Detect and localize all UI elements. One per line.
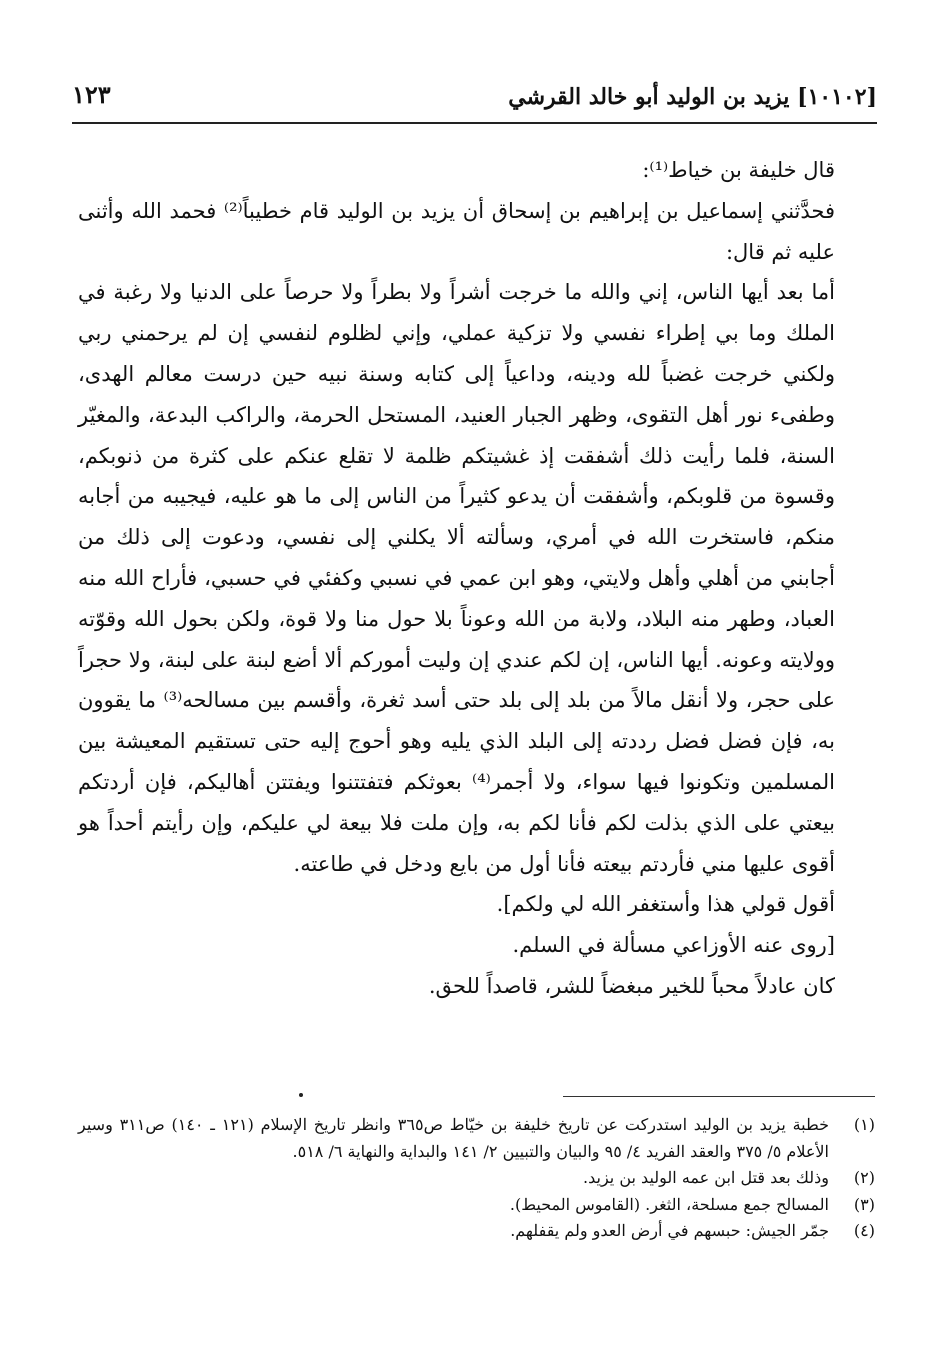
- footnote-number: (٣): [853, 1194, 875, 1214]
- running-header: [72, 78, 877, 122]
- footnote-number: (٢): [853, 1168, 875, 1188]
- page-number: ١٢٣: [72, 80, 111, 109]
- header-title: [١٠١٠٢] يزيد بن الوليد أبو خالد القرشي: [508, 84, 877, 110]
- ink-dot: [299, 1093, 303, 1097]
- footnote: [78, 1165, 875, 1192]
- paragraph-description: كان عادلاً محباً للخير مبغضاً للشر، قاصداً للحق.: [428, 973, 835, 998]
- footnote-text: خطبة يزيد بن الوليد استدركت عن تاريخ خليفة بن خيّاط ص٣٦٥ وانظر تاريخ الإسلام (١٢١ ـ ١٤٠) ص٣١١ وسير الأعلام ٥/ ٣٧٥ والعقد الفريد ٤/ ٩٥ والبيان والتبيين ٢/ ١٤١ والبداية والنهاية ٦/ ٥١٨.: [78, 1115, 830, 1161]
- footnote-number: (١): [853, 1115, 875, 1134]
- footnotes: [78, 1112, 875, 1245]
- footnote: [78, 1192, 875, 1219]
- footnote-text: المسالح جمع مسلحة، الثغر. (القاموس المحيط).: [509, 1194, 829, 1214]
- footnote: [78, 1112, 875, 1165]
- footnote-text: وذلك بعد قتل ابن عمه الوليد بن يزيد.: [583, 1168, 829, 1188]
- main-text: [78, 150, 875, 1007]
- paragraph-isnad: فحدَّثني إسماعيل بن إبراهيم بن إسحاق أن يزيد بن الوليد قام خطيباً⁽²⁾ فحمد الله وأثنى عليه ثم قال:: [78, 198, 835, 264]
- paragraph-intro: قال خليفة بن خياط⁽¹⁾:: [642, 158, 835, 182]
- footnote: [78, 1218, 875, 1245]
- header-rule: [72, 122, 877, 124]
- paragraph-closing: أقول قولي هذا وأستغفر الله لي ولكم].: [496, 892, 835, 917]
- footnote-separator: [563, 1096, 875, 1097]
- footnote-text: جمّر الجيش: حبسهم في أرض العدو ولم يقفلهم.: [510, 1221, 829, 1241]
- paragraph-narration: [روى عنه الأوزاعي مسألة في السلم.: [512, 933, 835, 958]
- footnote-number: (٤): [853, 1221, 875, 1241]
- paragraph-speech: أما بعد أيها الناس، إني والله ما خرجت أشراً ولا بطراً ولا حرصاً على الدنيا ولا رغبة في الملك وما بي إطراء نفسي ولا تزكية عملي، وإني لظلوم لنفسي إن لم يرحمني ربي ولكني خرجت غضباً لله ودينه، وداعياً إلى كتابه وسنة نبيه حين درست معالم الهدى، وطفىء نور أهل التقوى، وظهر الجبار العنيد، المستحل الحرمة، والراكب البدعة، والمغيّر السنة، فلما رأيت ذلك أشفقت إذ غشيتكم ظلمة لا تقلع عنكم على كثرة من ذنوبكم، وقسوة من قلوبكم، وأشفقت أن يدعو كثيراً من الناس إلى ما هو عليه، فيجيبه من أجابه منكم، فاستخرت الله في أمري، وسألته ألا يكلني إلى نفسي، ودعوت إلى ذلك من أجابني من أهلي وأهل ولايتي، وهو ابن عمي في نسبي وكفئي في حسبي، فأراح الله منه العباد، وطهر منه البلاد، ولابة من الله وعوناً بلا حول منا ولا قوة، ولكن بحول الله وقوّته وولايته وعونه. أيها الناس، إن لكم عندي إن وليت أموركم ألا أضع لبنة على لبنة، ولا حجراً على حجر، ولا أنقل مالاً من بلد إلى بلد حتى أسد ثغرة، وأقسم بين مسالحه⁽³⁾ ما يقوون به، فإن فضل فضل رددته إلى البلد الذي يليه وهو أحوج إليه حتى تستقيم المعيشة بين المسلمين وتكونوا فيها سواء، ولا أجمر⁽⁴⁾ بعوثكم فتفتتنوا ويفتتن أهاليكم، فإن أردتكم بيعتي على الذي بذلت لكم فأنا لكم به، وإن ملت فلا بيعة لي عليكم، وإن رأيتم أحداً هو أقوى عليها مني فأردتم بيعته فأنا أول من بايع ودخل في طاعته.: [78, 280, 836, 876]
